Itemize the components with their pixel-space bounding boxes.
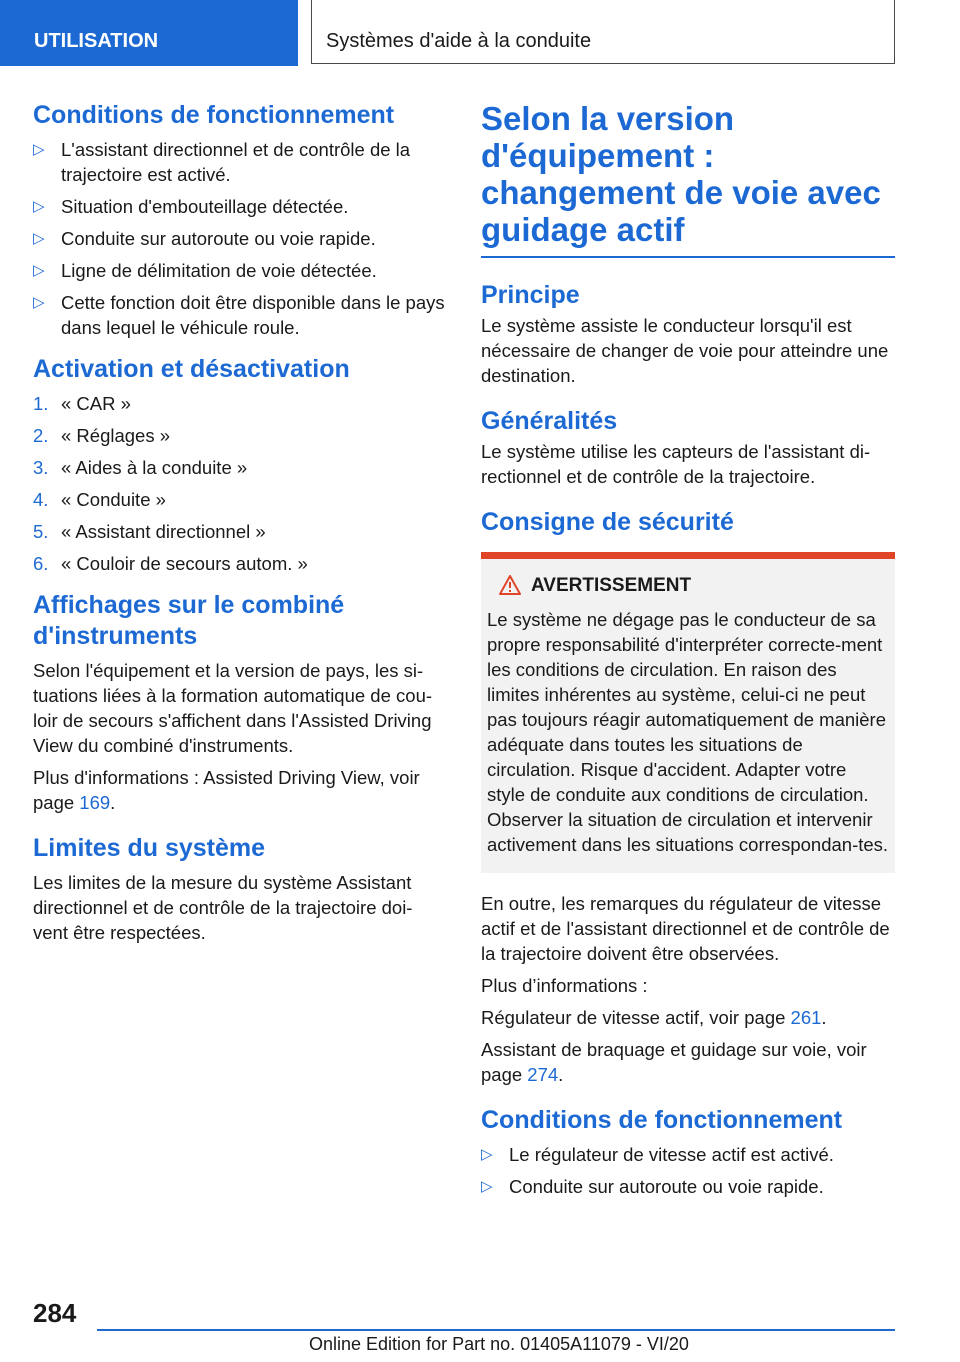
triangle-bullet-icon: ▷	[33, 230, 45, 247]
step-item: 5. « Assistant directionnel »	[33, 521, 266, 542]
main-title: Selon la version d'équipement : changement de voie avec guidage actif	[481, 100, 895, 258]
step-item: 3. « Aides à la conduite »	[33, 457, 248, 478]
list-item: ▷ Cette fonction doit être disponible dans le pays dans lequel le véhicule roule.	[33, 292, 445, 338]
list-item: ▷ Situation d'embouteillage détectée.	[33, 196, 349, 217]
principle-text: Le système assiste le conducteur lorsqu'il est nécessaire de changer de voie pour atteindre une destination.	[481, 315, 889, 386]
heading-principle: Principe	[481, 281, 580, 309]
left-column	[33, 100, 445, 952]
conditions-list	[33, 137, 445, 340]
edition-text: Online Edition for Part no. 01405A11079 - VI/20	[309, 1334, 689, 1354]
conditions-list-right	[481, 1142, 895, 1199]
heading-activation: Activation et désactivation	[33, 355, 350, 383]
step-item: 4. « Conduite »	[33, 489, 166, 510]
warning-header	[499, 573, 889, 603]
right-column	[481, 100, 895, 1213]
warning-triangle-icon	[499, 575, 521, 603]
general-text: Le système utilise les capteurs de l'assistant di-rectionnel et de contrôle de la trajectoire.	[481, 441, 871, 487]
warning-text: Le système ne dégage pas le conducteur de sa propre responsabilité d'interpréter correcte-ment les conditions de circulation. En raison des limites inhérentes au système, celui-ci ne peut pas toujours réagir automatiquement de manière adéquate dans toutes les situations de circulation. Risque d'accident. Adapter votre style de conduite aux conditions de circulation. Observer la situation de circulation et intervenir activement dans les situations correspondan-tes.	[487, 609, 889, 855]
triangle-bullet-icon: ▷	[481, 1146, 493, 1163]
step-item: 1. « CAR »	[33, 393, 131, 414]
page-number: 284	[33, 1298, 77, 1328]
section-tab[interactable]: UTILISATION	[0, 0, 298, 66]
display-more-info: Plus d'informations : Assisted Driving View, voir page 169.	[33, 767, 420, 813]
heading-safety: Consigne de sécurité	[481, 508, 734, 536]
warning-box	[481, 552, 895, 873]
list-item: ▷ L'assistant directionnel et de contrôle de la trajectoire est activé.	[33, 139, 411, 185]
ref-cruise-control: Régulateur de vitesse actif, voir page 261.	[481, 1007, 827, 1028]
heading-conditions-right: Conditions de fonctionnement	[481, 1106, 843, 1134]
list-item: ▷ Le régulateur de vitesse actif est activé.	[481, 1144, 834, 1165]
triangle-bullet-icon: ▷	[481, 1178, 493, 1195]
more-info-label: Plus d’informations :	[481, 975, 648, 996]
triangle-bullet-icon: ▷	[33, 294, 45, 311]
remarks-text: En outre, les remarques du régulateur de vitesse actif et de l'assistant directionnel et de contrôle de la trajectoire doivent être observées.	[481, 893, 890, 964]
footer-divider	[97, 1329, 895, 1331]
step-item: 2. « Réglages »	[33, 425, 171, 446]
page-header	[0, 0, 960, 66]
step-item: 6. « Couloir de secours autom. »	[33, 553, 308, 574]
warning-label: AVERTISSEMENT	[531, 575, 692, 596]
heading-conditions: Conditions de fonctionnement	[33, 101, 395, 129]
heading-display: Affichages sur le combiné d'instruments	[33, 591, 345, 650]
list-item: ▷ Ligne de délimitation de voie détectée.	[33, 260, 377, 281]
ref-steering-assist: Assistant de braquage et guidage sur voie, voir page 274.	[481, 1039, 867, 1085]
heading-general: Généralités	[481, 407, 618, 435]
page-link[interactable]: 261	[790, 1007, 822, 1028]
triangle-bullet-icon: ▷	[33, 262, 45, 279]
steps-list	[33, 391, 445, 576]
limits-text: Les limites de la mesure du système Assistant directionnel et de contrôle de la trajectoire doi-vent être respectées.	[33, 872, 413, 943]
triangle-bullet-icon: ▷	[33, 141, 45, 158]
chapter-title: Systèmes d'aide à la conduite	[311, 0, 895, 64]
page-link[interactable]: 169	[79, 792, 111, 813]
list-item: ▷ Conduite sur autoroute ou voie rapide.	[481, 1176, 824, 1197]
page-link[interactable]: 274	[527, 1064, 559, 1085]
list-item: ▷ Conduite sur autoroute ou voie rapide.	[33, 228, 376, 249]
heading-limits: Limites du système	[33, 834, 266, 862]
display-text: Selon l'équipement et la version de pays, les si-tuations liées à la formation automatique de cou-loir de secours s'affichent dans l'Assisted Driving View du combiné d'instruments.	[33, 660, 433, 756]
triangle-bullet-icon: ▷	[33, 198, 45, 215]
